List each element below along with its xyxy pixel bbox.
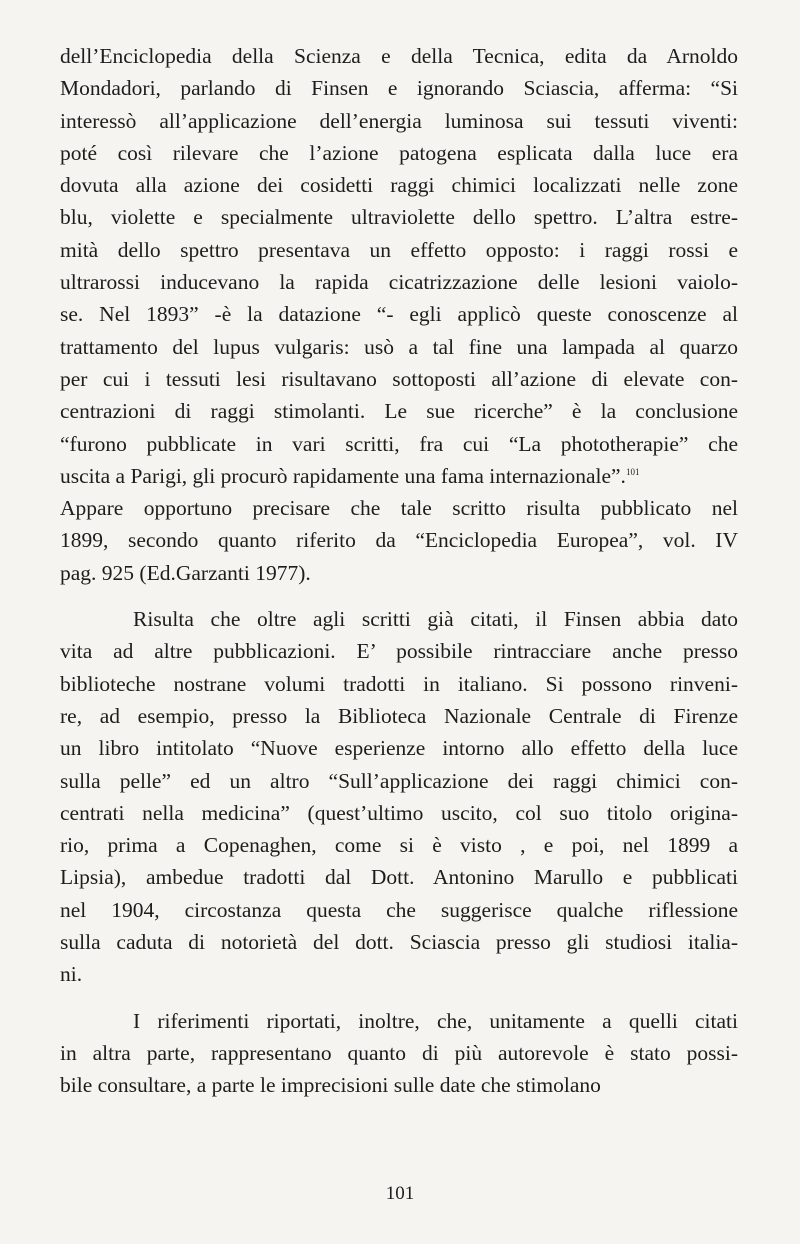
page-number: 101 — [385, 1183, 415, 1204]
text-line: dovuta alla azione dei cosidetti raggi chimici localizzati nelle zone — [60, 173, 738, 198]
text-line: rio, prima a Copenaghen, come si è visto , e poi, nel 1899 a — [60, 833, 738, 858]
text-line: vita ad altre pubblicazioni. E’ possibile rintracciare anche presso — [60, 639, 738, 664]
text-line: Lipsia), ambedue tradotti dal Dott. Antonino Marullo e pubblicati — [60, 865, 738, 890]
text-line: un libro intitolato “Nuove esperienze intorno allo effetto della luce — [60, 736, 738, 761]
text-line: sulla caduta di notorietà del dott. Sciascia presso gli studiosi italia- — [60, 930, 738, 955]
text-line: dell’Enciclopedia della Scienza e della Tecnica, edita da Arnoldo — [60, 44, 738, 68]
paragraph — [60, 40, 738, 589]
text-line: I riferimenti riportati, inoltre, che, unitamente a quelli citati — [133, 1008, 738, 1033]
text-line: centrazioni di raggi stimolanti. Le sue ricerche” è la conclusione — [60, 399, 738, 424]
text-line: se. Nel 1893” -è la datazione “- egli applicò queste conoscenze al — [60, 302, 738, 327]
body-text — [60, 40, 738, 1102]
text-line: biblioteche nostrane volumi tradotti in italiano. Si possono rinveni- — [60, 671, 738, 696]
paragraph — [60, 603, 738, 991]
footnote-reference: 101 — [625, 466, 640, 477]
paragraph-gap — [60, 991, 738, 1005]
text-line: ultrarossi inducevano la rapida cicatrizzazione delle lesioni vaiolo- — [60, 270, 738, 295]
text-line: sulla pelle” ed un altro “Sull’applicazione dei raggi chimici con- — [60, 768, 738, 793]
text-line: ni. — [60, 962, 83, 987]
text-line: “furono pubblicate in vari scritti, fra cui “La phototherapie” che — [60, 431, 738, 456]
paragraph-gap — [60, 589, 738, 603]
text-line: Risulta che oltre agli scritti già citati, il Finsen abbia dato — [133, 607, 738, 632]
text-line: centrati nella medicina” (quest’ultimo uscito, col suo titolo origina- — [60, 800, 738, 825]
text-line: uscita a Parigi, gli procurò rapidamente una fama internazionale”.$^{101}$ — [60, 463, 640, 488]
text-line: Appare opportuno precisare che tale scritto risulta pubblicato nel — [60, 496, 738, 521]
text-line: poté così rilevare che l’azione patogena esplicata dalla luce era — [60, 140, 738, 165]
text-line: nel 1904, circostanza questa che suggerisce qualche riflessione — [60, 897, 738, 922]
text-line: mità dello spettro presentava un effetto opposto: i raggi rossi e — [60, 237, 738, 262]
text-line: in altra parte, rappresentano quanto di più autorevole è stato possi- — [60, 1040, 738, 1065]
paragraph — [60, 1005, 738, 1102]
text-line: blu, violette e specialmente ultraviolette dello spettro. L’altra estre- — [60, 205, 738, 230]
text-line: Mondadori, parlando di Finsen e ignorando Sciascia, afferma: “Si — [60, 76, 738, 101]
text-line: pag. 925 (Ed.Garzanti 1977). — [60, 560, 311, 585]
text-line: per cui i tessuti lesi risultavano sottoposti all’azione di elevate con- — [60, 366, 738, 391]
text-line: interessò all’applicazione dell’energia luminosa sui tessuti viventi: — [60, 108, 738, 133]
text-line: trattamento del lupus vulgaris: usò a tal fine una lampada al quarzo — [60, 334, 738, 359]
text-line: 1899, secondo quanto riferito da “Enciclopedia Europea”, vol. IV — [60, 528, 738, 553]
text-line: bile consultare, a parte le imprecisioni sulle date che stimolano — [60, 1073, 601, 1098]
text-line: re, ad esempio, presso la Biblioteca Nazionale Centrale di Firenze — [60, 703, 738, 728]
